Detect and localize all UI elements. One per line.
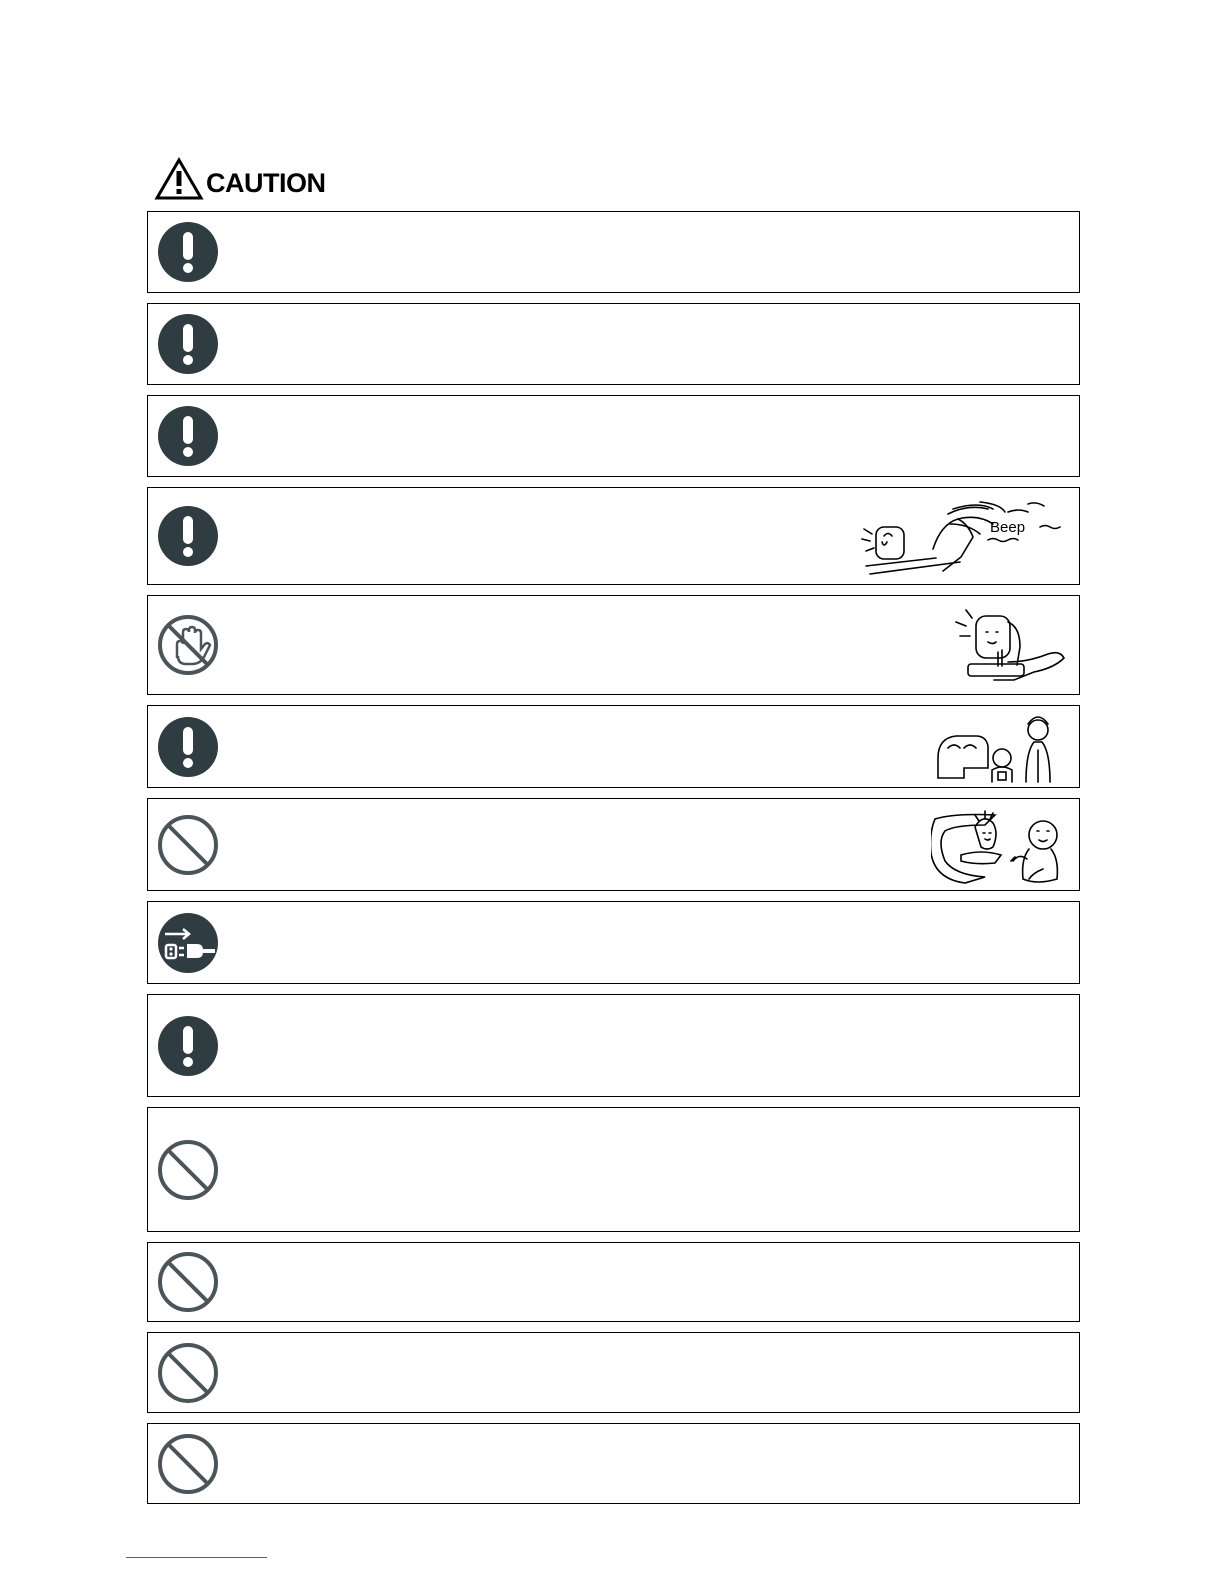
prohibited-icon <box>157 1433 219 1495</box>
caution-title: CAUTION <box>206 168 326 198</box>
do-not-touch-hand-icon <box>157 614 219 676</box>
notice-box-2 <box>147 303 1080 385</box>
notice-box-1 <box>147 211 1080 293</box>
mandatory-exclamation-icon <box>157 505 219 567</box>
prohibited-icon <box>157 1251 219 1313</box>
notice-box-9 <box>147 994 1080 1097</box>
unplug-power-cord-icon <box>157 912 219 974</box>
hand-touching-machine-illustration <box>938 602 1068 688</box>
prohibited-icon <box>157 814 219 876</box>
notice-box-11 <box>147 1242 1080 1322</box>
notice-box-13 <box>147 1423 1080 1504</box>
notice-box-12 <box>147 1332 1080 1413</box>
notice-box-3 <box>147 395 1080 477</box>
notice-box-8 <box>147 901 1080 984</box>
warning-triangle-icon <box>154 157 204 201</box>
mandatory-exclamation-icon <box>157 716 219 778</box>
beep-label: Beep <box>990 519 1026 536</box>
caution-header <box>154 155 326 201</box>
footer-link-underline[interactable] <box>126 1557 267 1558</box>
mandatory-exclamation-icon <box>157 405 219 467</box>
notice-box-10 <box>147 1107 1080 1232</box>
machine-beeping-illustration <box>858 494 1063 580</box>
notice-box-6 <box>147 705 1080 788</box>
notice-box-4 <box>147 487 1080 585</box>
prohibited-icon <box>157 1139 219 1201</box>
mandatory-exclamation-icon <box>157 1015 219 1077</box>
mandatory-exclamation-icon <box>157 221 219 283</box>
notice-box-7 <box>147 798 1080 891</box>
child-near-machine-illustration <box>931 807 1066 887</box>
child-with-adult-illustration <box>934 710 1059 784</box>
notice-box-5 <box>147 595 1080 695</box>
prohibited-icon <box>157 1342 219 1404</box>
mandatory-exclamation-icon <box>157 313 219 375</box>
